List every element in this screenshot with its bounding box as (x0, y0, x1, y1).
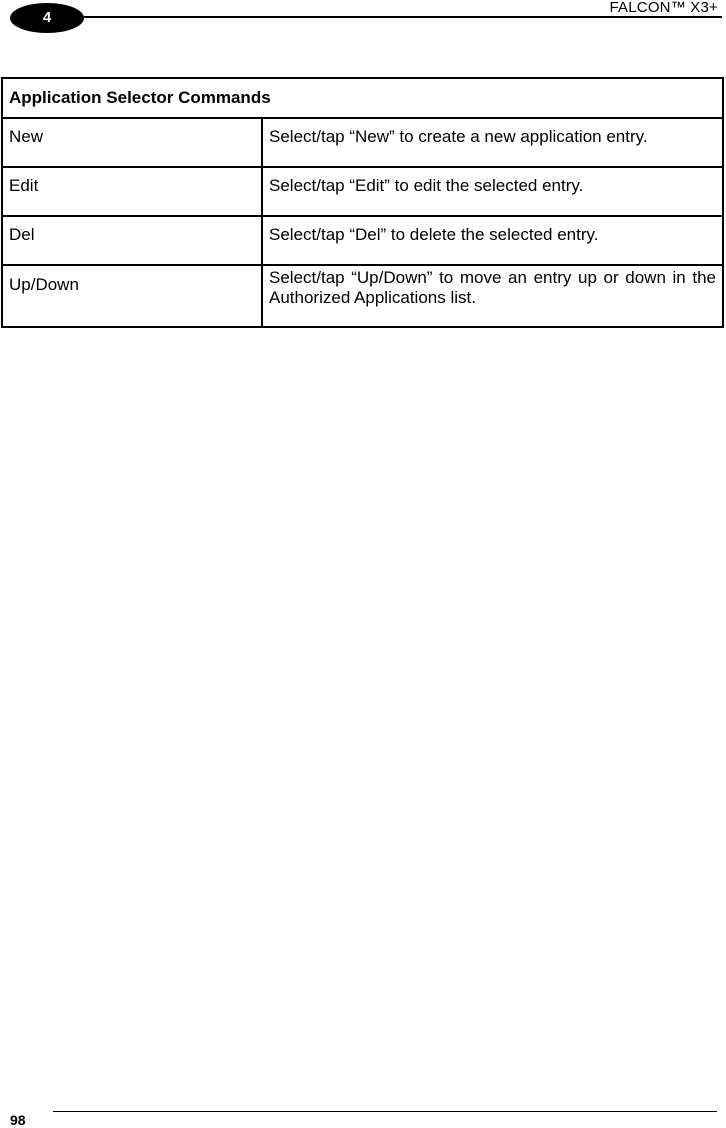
command-name: Up/Down (2, 265, 262, 327)
command-name: Del (2, 216, 262, 265)
command-description: Select/tap “Del” to delete the selected entry. (262, 216, 723, 265)
table-row (2, 265, 723, 327)
footer-rule (53, 1111, 717, 1112)
header-rule (60, 16, 722, 18)
command-description: Select/tap “New” to create a new application entry. (262, 118, 723, 167)
table-caption-row (2, 78, 723, 118)
table-caption: Application Selector Commands (2, 78, 723, 118)
chapter-badge: 4 (10, 3, 84, 33)
product-title: FALCON™ X3+ (609, 0, 718, 16)
table-row (2, 118, 723, 167)
table-row (2, 216, 723, 265)
commands-table (1, 77, 724, 328)
command-name: Edit (2, 167, 262, 216)
table-row (2, 167, 723, 216)
command-name: New (2, 118, 262, 167)
command-description: Select/tap “Up/Down” to move an entry up or down in the Authorized Applications list. (262, 265, 723, 327)
command-description: Select/tap “Edit” to edit the selected entry. (262, 167, 723, 216)
page-number: 98 (10, 1112, 26, 1128)
